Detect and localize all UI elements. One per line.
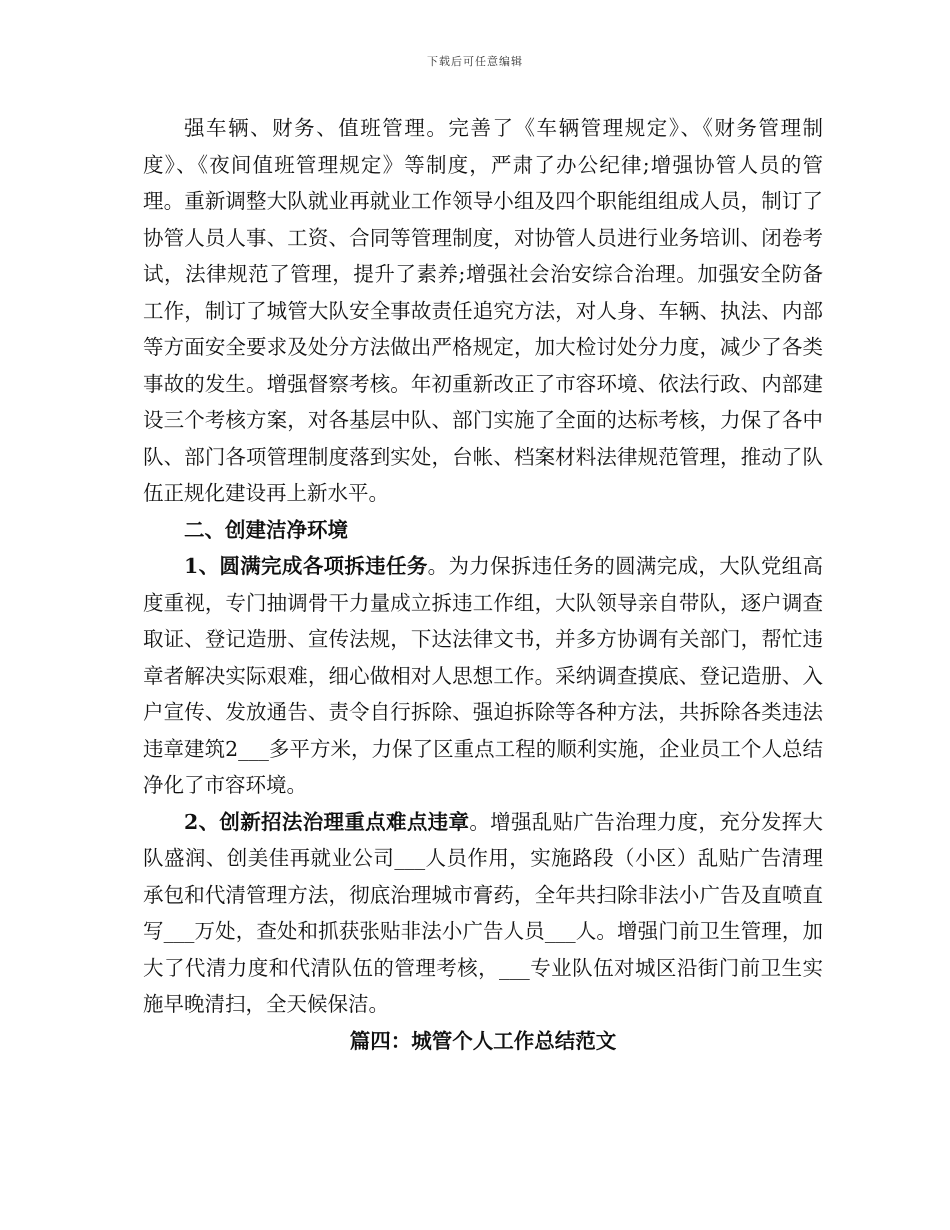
document-body <box>143 110 823 1059</box>
paragraph-violations-lead: 2、创新招法治理重点难点违章 <box>184 809 470 834</box>
paragraph-violations-body: 。增强乱贴广告治理力度，充分发挥大队盛润、创美佳再就业公司___人员作用，实施路段（小区）乱贴广告清理承包和代清管理方法，彻底治理城市膏药，全年共扫除非法小广告及直喷直写___万处，查处和抓获张贴非法小广告人员___人。增强门前卫生管理，加大了代清力度和代清队伍的管理考核，___专业队伍对城区沿街门前卫生实施早晚清扫，全天候保洁。 <box>143 809 824 1016</box>
section-title-chapter-four: 篇四：城管个人工作总结范文 <box>349 1028 617 1053</box>
paragraph-violations <box>143 804 823 1023</box>
paragraph-demolition <box>143 548 823 804</box>
paragraph-demolition-lead: 1、圆满完成各项拆违任务 <box>184 554 428 578</box>
section-heading-clean-environment: 二、创建洁净环境 <box>184 517 348 542</box>
page-header: 下载后可任意编辑 <box>427 55 523 68</box>
paragraph-demolition-body: 。为力保拆违任务的圆满完成，大队党组高度重视，专门抽调骨干力量成立拆违工作组，大队领导亲自带队，逐户调查取证、登记造册、宣传法规，下达法律文书，并多方协调有关部门，帮忙违章者解决实际艰难，细心做相对人思想工作。采纳调查摸底、登记造册、入户宣传、发放通告、责令自行拆除、强迫拆除等各种方法，共拆除各类违法违章建筑2___多平方米，力保了区重点工程的顺利实施，企业员工个人总结净化了市容环境。 <box>143 554 824 797</box>
paragraph-management: 强车辆、财务、值班管理。完善了《车辆管理规定》、《财务管理制度》、《夜间值班管理规定》等制度，严肃了办公纪律;增强协管人员的管理。重新调整大队就业再就业工作领导小组及四个职能组组成人员，制订了协管人员人事、工资、合同等管理制度，对协管人员进行业务培训、闭卷考试，法律规范了管理，提升了素养;增强社会治安综合治理。加强安全防备工作，制订了城管大队安全事故责任追究方法，对人身、车辆、执法、内部等方面安全要求及处分方法做出严格规定，加大检讨处分力度，减少了各类事故的发生。增强督察考核。年初重新改正了市容环境、依法行政、内部建设三个考核方案，对各基层中队、部门实施了全面的达标考核，力保了各中队、部门各项管理制度落到实处，台帐、档案材料法律规范管理，推动了队伍正规化建设再上新水平。 <box>143 116 823 505</box>
